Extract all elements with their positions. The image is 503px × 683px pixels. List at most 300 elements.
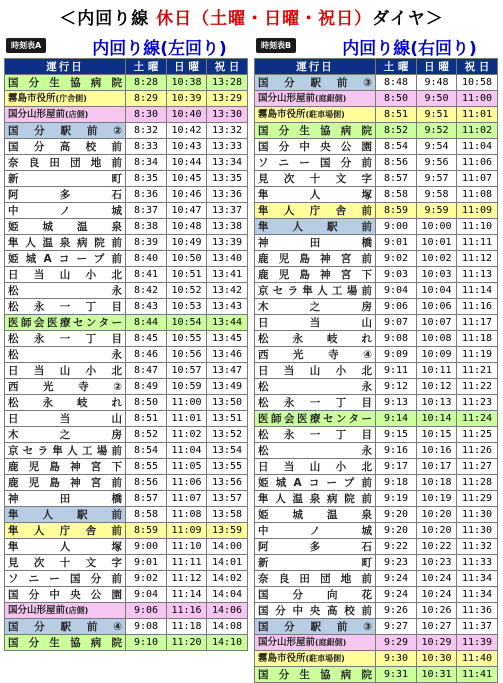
timetable-row (5, 411, 248, 427)
timetable-row (5, 427, 248, 443)
timetable-row (5, 203, 248, 219)
time-sunday: 10:15 (417, 427, 457, 443)
timetable-row (255, 347, 498, 363)
timetable-row (5, 555, 248, 571)
stop-name (255, 347, 376, 363)
timetable-row (5, 235, 248, 251)
time-sunday: 9:58 (417, 187, 457, 203)
stop-label: 国分山形屋前 (8, 108, 66, 120)
time-holiday: 13:33 (207, 139, 248, 155)
stop-label: 姫城温泉 (258, 508, 372, 521)
time-holiday: 13:39 (207, 235, 248, 251)
stop-name (255, 219, 376, 235)
stop-label: 松永岐れ (258, 332, 372, 345)
time-sunday: 10:07 (417, 315, 457, 331)
time-sunday: 10:18 (417, 475, 457, 491)
time-holiday: 11:23 (457, 395, 498, 411)
stop-name (5, 299, 126, 315)
timetable-b-header-row (255, 59, 498, 75)
time-holiday: 14:00 (207, 539, 248, 555)
time-saturday: 9:22 (376, 539, 417, 555)
stop-label: 日当山 (258, 316, 372, 329)
time-holiday: 13:56 (207, 475, 248, 491)
time-holiday: 11:26 (457, 443, 498, 459)
timetable-b-badge: 時刻表B (256, 38, 296, 53)
timetable-row (255, 107, 498, 123)
time-sunday: 10:50 (167, 251, 207, 267)
time-saturday: 8:52 (376, 123, 417, 139)
stop-label: 隼人温泉病院前 (8, 236, 122, 249)
time-sunday: 10:08 (417, 331, 457, 347)
stop-name (5, 171, 126, 187)
stop-label: 国分生協病院 (258, 668, 372, 681)
time-saturday: 8:56 (376, 155, 417, 171)
time-sunday: 10:40 (167, 107, 207, 123)
stop-name (5, 459, 126, 475)
stop-name (255, 155, 376, 171)
stop-label: 霧島市役所 (8, 92, 56, 104)
timetable-row (5, 267, 248, 283)
time-saturday: 8:50 (376, 91, 417, 107)
time-holiday: 14:01 (207, 555, 248, 571)
time-saturday: 9:15 (376, 427, 417, 443)
time-sunday: 10:39 (167, 91, 207, 107)
time-holiday: 13:40 (207, 251, 248, 267)
stop-label: ソニー国分前 (8, 572, 122, 585)
timetable-row (255, 315, 498, 331)
time-sunday: 10:48 (167, 219, 207, 235)
stop-label: 松永一丁目 (258, 396, 372, 409)
stop-label: 隼人塚 (8, 540, 122, 553)
stop-name (255, 267, 376, 283)
stop-label: 松永 (8, 284, 122, 297)
time-sunday: 10:31 (417, 667, 457, 683)
time-holiday: 11:22 (457, 379, 498, 395)
stop-label: 松永岐れ (8, 396, 122, 409)
stop-note: (庭銀側) (315, 93, 347, 103)
time-holiday: 13:34 (207, 155, 248, 171)
timetable-row (5, 315, 248, 331)
time-sunday: 9:50 (417, 91, 457, 107)
stop-label: 神田橋 (258, 236, 372, 249)
timetable-row (5, 507, 248, 523)
time-holiday: 11:34 (457, 587, 498, 603)
timetable-row (255, 651, 498, 667)
time-sunday: 10:11 (417, 363, 457, 379)
timetable-row (5, 635, 248, 651)
stop-label: 国分中央公園 (258, 140, 372, 153)
timetable-row (255, 427, 498, 443)
stop-label: 日当山小北 (8, 268, 122, 281)
time-sunday: 10:26 (417, 603, 457, 619)
time-sunday: 11:02 (167, 427, 207, 443)
timetable-row (255, 283, 498, 299)
timetable-a-body (5, 75, 248, 651)
stop-name (5, 523, 126, 539)
timetable-row (5, 523, 248, 539)
stop-label: 松永一丁目 (8, 332, 122, 345)
stop-label: 中ノ城 (8, 204, 122, 217)
stop-name (255, 427, 376, 443)
stop-label: 新町 (8, 172, 122, 185)
timetable-row (5, 155, 248, 171)
time-saturday: 9:14 (376, 411, 417, 427)
stop-label: 国分生協病院 (8, 76, 122, 89)
time-sunday: 10:52 (167, 283, 207, 299)
time-saturday: 9:07 (376, 315, 417, 331)
stop-label: 新町 (258, 556, 372, 569)
time-sunday: 11:11 (167, 555, 207, 571)
stop-label: 国分駅前③ (258, 76, 372, 89)
time-holiday: 13:30 (207, 107, 248, 123)
stop-name (255, 475, 376, 491)
time-sunday: 10:16 (417, 443, 457, 459)
time-holiday: 11:13 (457, 267, 498, 283)
time-saturday: 8:33 (126, 139, 167, 155)
time-holiday: 11:21 (457, 363, 498, 379)
time-sunday: 10:27 (417, 619, 457, 635)
stop-name (5, 443, 126, 459)
stop-name (5, 91, 126, 107)
time-holiday: 13:28 (207, 75, 248, 91)
timetable-a-header-row (5, 59, 248, 75)
time-sunday: 10:49 (167, 235, 207, 251)
stop-label: 国分山形屋前 (258, 92, 316, 104)
time-holiday: 11:33 (457, 555, 498, 571)
stop-label: 国分山形屋前 (8, 604, 66, 616)
time-saturday: 8:30 (126, 107, 167, 123)
stop-note: (庁舎側) (55, 93, 87, 103)
time-holiday: 13:52 (207, 427, 248, 443)
stop-label: 霧島市役所 (258, 108, 306, 120)
time-sunday: 10:43 (167, 139, 207, 155)
time-saturday: 8:28 (126, 75, 167, 91)
time-saturday: 8:54 (126, 443, 167, 459)
time-holiday: 11:12 (457, 251, 498, 267)
stop-label: 姫城Aコープ前 (258, 476, 372, 489)
time-saturday: 8:50 (126, 395, 167, 411)
stop-label: 国分山形屋前 (258, 636, 316, 648)
timetable-row (5, 107, 248, 123)
stop-name (255, 331, 376, 347)
time-saturday: 8:49 (126, 379, 167, 395)
stop-label: 国分駅前④ (8, 620, 122, 633)
column-header-stop: 運行日 (255, 59, 376, 75)
time-sunday: 10:13 (417, 395, 457, 411)
timetable-row (255, 219, 498, 235)
stop-name (5, 571, 126, 587)
time-saturday: 9:19 (376, 491, 417, 507)
stop-label: 国分生協病院 (8, 636, 122, 649)
timetable-row (5, 171, 248, 187)
time-holiday: 11:32 (457, 539, 498, 555)
time-sunday: 11:06 (167, 475, 207, 491)
time-sunday: 11:12 (167, 571, 207, 587)
timetable-b-header (254, 34, 497, 59)
stop-label: 国分高校前 (8, 140, 122, 153)
time-holiday: 13:37 (207, 203, 248, 219)
time-saturday: 9:08 (376, 331, 417, 347)
stop-name (5, 379, 126, 395)
time-saturday: 9:04 (376, 283, 417, 299)
time-holiday: 13:50 (207, 395, 248, 411)
stop-label: 日当山小北 (258, 460, 372, 473)
time-holiday: 14:02 (207, 571, 248, 587)
time-sunday: 10:23 (417, 555, 457, 571)
time-saturday: 8:44 (126, 315, 167, 331)
timetable-row (255, 443, 498, 459)
time-saturday: 8:36 (126, 187, 167, 203)
time-sunday: 9:54 (417, 139, 457, 155)
stop-name (255, 315, 376, 331)
time-sunday: 11:00 (167, 395, 207, 411)
time-holiday: 13:57 (207, 491, 248, 507)
time-saturday: 9:12 (376, 379, 417, 395)
stop-name (5, 603, 126, 619)
stop-name (255, 139, 376, 155)
stop-name (255, 507, 376, 523)
stop-name (5, 123, 126, 139)
timetable-row (5, 219, 248, 235)
time-saturday: 8:48 (376, 75, 417, 91)
stop-label: 医師会医療センター (8, 316, 122, 329)
time-holiday: 14:08 (207, 619, 248, 635)
stop-label: 日当山小北 (8, 364, 122, 377)
time-saturday: 9:13 (376, 395, 417, 411)
time-sunday: 10:17 (417, 459, 457, 475)
timetable-row (255, 203, 498, 219)
column-header-saturday: 土 曜 (376, 59, 417, 75)
stop-name (255, 619, 376, 635)
time-holiday: 13:41 (207, 267, 248, 283)
stop-label: 日当山小北 (258, 364, 372, 377)
time-saturday: 8:52 (126, 427, 167, 443)
stop-name (255, 187, 376, 203)
time-holiday: 11:17 (457, 315, 498, 331)
time-saturday: 9:00 (126, 539, 167, 555)
stop-name (5, 619, 126, 635)
time-sunday: 9:48 (417, 75, 457, 91)
time-sunday: 11:09 (167, 523, 207, 539)
title-holiday: 休日（土曜・日曜・祝日） (156, 9, 373, 29)
time-holiday: 11:10 (457, 219, 498, 235)
timetable-row (255, 603, 498, 619)
stop-name (255, 571, 376, 587)
stop-name (5, 315, 126, 331)
stop-label: 松永 (258, 444, 372, 457)
stop-label: 神田橋 (8, 492, 122, 505)
time-sunday: 10:30 (417, 651, 457, 667)
time-holiday: 13:47 (207, 363, 248, 379)
time-holiday: 13:32 (207, 123, 248, 139)
time-sunday: 10:24 (417, 571, 457, 587)
time-sunday: 10:42 (167, 123, 207, 139)
timetable-row (5, 379, 248, 395)
stop-name (5, 139, 126, 155)
stop-name (255, 235, 376, 251)
timetable-a-header (4, 34, 247, 59)
stop-label: 京セラ隼人工場前 (258, 284, 372, 297)
timetable-row (255, 395, 498, 411)
timetable-row (255, 171, 498, 187)
stop-label: 鹿児島神宮下 (8, 460, 122, 473)
column-header-stop: 運行日 (5, 59, 126, 75)
time-holiday: 11:28 (457, 475, 498, 491)
time-sunday: 10:57 (167, 363, 207, 379)
time-sunday: 10:01 (417, 235, 457, 251)
time-sunday: 10:14 (417, 411, 457, 427)
timetable-a-table (4, 58, 248, 651)
time-saturday: 8:43 (126, 299, 167, 315)
timetable-row (255, 139, 498, 155)
time-sunday: 10:19 (417, 491, 457, 507)
title-prefix: ＜内回り線 (59, 9, 157, 29)
stop-note: (駐車場側) (305, 109, 345, 119)
time-saturday: 9:02 (126, 571, 167, 587)
timetable-row (255, 91, 498, 107)
stop-name (5, 283, 126, 299)
stop-label: 鹿児島神宮下 (258, 268, 372, 281)
time-saturday: 8:47 (126, 363, 167, 379)
time-sunday: 9:59 (417, 203, 457, 219)
stop-name (255, 651, 376, 667)
stop-name (5, 203, 126, 219)
time-holiday: 13:51 (207, 411, 248, 427)
timetable-a (4, 34, 247, 651)
time-sunday: 10:24 (417, 587, 457, 603)
stop-label: 姫城温泉 (8, 220, 122, 233)
time-sunday: 10:22 (417, 539, 457, 555)
stop-label: 国分生協病院 (258, 124, 372, 137)
timetable-row (255, 299, 498, 315)
time-holiday: 11:00 (457, 91, 498, 107)
time-saturday: 9:04 (126, 587, 167, 603)
time-holiday: 11:18 (457, 331, 498, 347)
timetable-row (255, 251, 498, 267)
stop-label: 木之房 (258, 300, 372, 313)
time-holiday: 14:06 (207, 603, 248, 619)
stop-name (255, 587, 376, 603)
stop-name (5, 635, 126, 651)
stop-name (5, 539, 126, 555)
time-saturday: 9:23 (376, 555, 417, 571)
time-holiday: 11:08 (457, 187, 498, 203)
time-holiday: 14:04 (207, 587, 248, 603)
stop-name (255, 379, 376, 395)
stop-name (255, 555, 376, 571)
time-sunday: 10:20 (417, 523, 457, 539)
column-header-holiday: 祝 日 (457, 59, 498, 75)
stop-name (255, 123, 376, 139)
time-holiday: 13:38 (207, 219, 248, 235)
time-holiday: 11:29 (457, 491, 498, 507)
time-holiday: 13:54 (207, 443, 248, 459)
timetable-row (5, 363, 248, 379)
time-holiday: 11:39 (457, 635, 498, 651)
time-saturday: 8:51 (376, 107, 417, 123)
stop-name (255, 491, 376, 507)
timetable-row (5, 331, 248, 347)
time-saturday: 8:51 (126, 411, 167, 427)
stop-label: 西光寺④ (258, 348, 372, 361)
time-holiday: 11:41 (457, 667, 498, 683)
stop-name (5, 75, 126, 91)
stop-name (255, 395, 376, 411)
stop-name (5, 427, 126, 443)
time-holiday: 13:45 (207, 331, 248, 347)
stop-label: 松永 (8, 348, 122, 361)
time-sunday: 10:04 (417, 283, 457, 299)
stop-name (255, 539, 376, 555)
time-saturday: 9:27 (376, 619, 417, 635)
time-sunday: 10:38 (167, 75, 207, 91)
time-saturday: 9:09 (376, 347, 417, 363)
timetable-row (5, 283, 248, 299)
time-holiday: 13:36 (207, 187, 248, 203)
time-holiday: 11:27 (457, 459, 498, 475)
time-holiday: 11:37 (457, 619, 498, 635)
time-sunday: 11:08 (167, 507, 207, 523)
time-sunday: 11:07 (167, 491, 207, 507)
time-holiday: 13:58 (207, 507, 248, 523)
column-header-sunday: 日 曜 (417, 59, 457, 75)
time-holiday: 11:40 (457, 651, 498, 667)
stop-name (255, 459, 376, 475)
timetable-a-title: 内回り線(左回り) (92, 39, 227, 59)
stop-label: 松永 (258, 380, 372, 393)
timetable-row (255, 379, 498, 395)
time-holiday: 11:34 (457, 571, 498, 587)
stop-label: 霧島市役所 (258, 652, 306, 664)
time-saturday: 8:55 (126, 459, 167, 475)
time-saturday: 8:45 (126, 331, 167, 347)
time-holiday: 11:30 (457, 523, 498, 539)
stop-name (255, 603, 376, 619)
stop-label: 隼人塚 (258, 188, 372, 201)
time-holiday: 11:06 (457, 155, 498, 171)
time-saturday: 9:06 (376, 299, 417, 315)
time-sunday: 10:09 (417, 347, 457, 363)
time-saturday: 9:01 (376, 235, 417, 251)
time-saturday: 9:08 (126, 619, 167, 635)
time-saturday: 8:34 (126, 155, 167, 171)
time-sunday: 9:56 (417, 155, 457, 171)
timetable-row (5, 299, 248, 315)
stop-label: 隼人温泉病院前 (258, 492, 372, 505)
timetable-row (5, 187, 248, 203)
time-holiday: 13:55 (207, 459, 248, 475)
time-saturday: 8:38 (126, 219, 167, 235)
time-sunday: 10:03 (417, 267, 457, 283)
timetable-row (255, 539, 498, 555)
stop-name (5, 363, 126, 379)
time-saturday: 9:30 (376, 651, 417, 667)
stop-label: 中ノ城 (258, 524, 372, 537)
time-saturday: 9:24 (376, 587, 417, 603)
time-saturday: 8:41 (126, 267, 167, 283)
time-saturday: 9:00 (376, 219, 417, 235)
stop-label: 国分中央高校前 (258, 604, 372, 617)
timetable-row (5, 123, 248, 139)
time-saturday: 9:20 (376, 523, 417, 539)
time-saturday: 8:56 (126, 475, 167, 491)
stop-label: 奈良田団地前 (258, 572, 372, 585)
stop-name (5, 107, 126, 123)
stop-label: 見次十文字 (8, 556, 122, 569)
time-saturday: 8:57 (376, 171, 417, 187)
timetable-row (255, 459, 498, 475)
stop-label: 隼人庁舎前 (8, 524, 122, 537)
